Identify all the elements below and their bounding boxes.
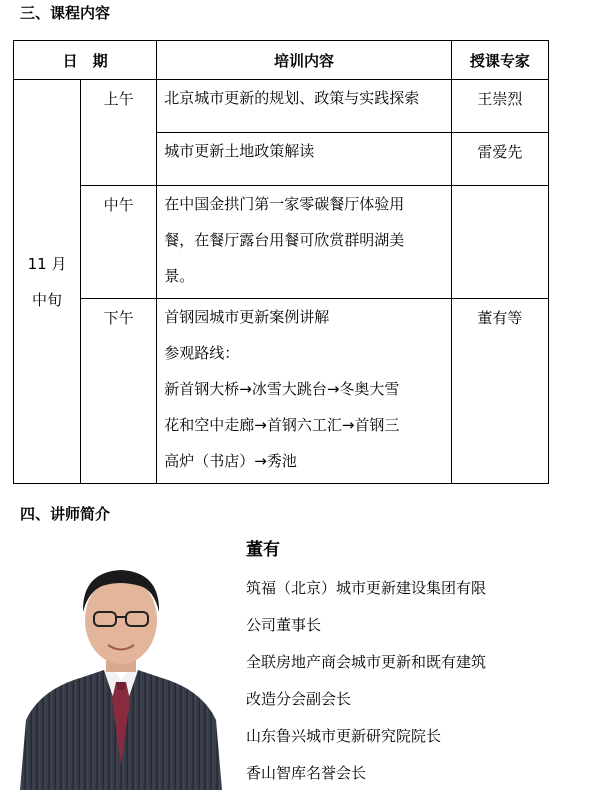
table-row — [14, 186, 549, 299]
content-line: 新首钢大桥→冰雪大跳台→冬奥大雪 — [164, 380, 400, 398]
table-row — [14, 299, 549, 484]
date-cell — [14, 80, 81, 484]
expert-cell: 雷爱先 — [451, 133, 548, 186]
table-row — [14, 80, 549, 133]
lecturer-photo — [20, 550, 222, 790]
section-title-lecturer: 四、讲师简介 — [20, 505, 111, 523]
slot-noon: 中午 — [81, 186, 157, 299]
content-line: 城市更新土地政策解读 — [164, 142, 315, 160]
expert-cell — [451, 186, 548, 299]
bio-line: 全联房地产商会城市更新和既有建筑 — [246, 653, 487, 671]
content-cell — [157, 299, 452, 484]
content-cell — [157, 186, 452, 299]
bio-line: 山东鲁兴城市更新研究院院长 — [246, 727, 442, 745]
content-line: 参观路线： — [164, 344, 240, 362]
content-line: 首钢园城市更新案例讲解 — [164, 308, 330, 326]
content-cell — [157, 133, 452, 186]
content-line: 餐，在餐厅露台用餐可欣赏群明湖美 — [164, 231, 405, 249]
content-line: 北京城市更新的规划、政策与实践探索 — [164, 89, 420, 107]
header-content: 培训内容 — [157, 41, 452, 80]
content-line: 在中国金拱门第一家零碳餐厅体验用 — [164, 195, 405, 213]
content-line: 景。 — [164, 267, 195, 285]
bio-line: 改造分会副会长 — [246, 690, 352, 708]
slot-afternoon: 下午 — [81, 299, 157, 484]
section-title-course: 三、课程内容 — [20, 4, 111, 22]
content-cell — [157, 80, 452, 133]
content-line: 高炉（书店）→秀池 — [164, 452, 297, 470]
header-expert: 授课专家 — [451, 41, 548, 80]
expert-cell: 董有等 — [451, 299, 548, 484]
lecturer-bio — [246, 538, 566, 792]
bio-line: 公司董事长 — [246, 616, 322, 634]
bio-line: 香山智库名誉会长 — [246, 764, 367, 782]
expert-cell: 王崇烈 — [451, 80, 548, 133]
date-period: 中旬 — [32, 290, 63, 309]
table-header-row — [14, 41, 549, 80]
lecturer-name: 董有 — [246, 540, 280, 560]
content-line: 花和空中走廊→首钢六工汇→首钢三 — [164, 416, 400, 434]
course-table — [13, 40, 549, 484]
slot-morning: 上午 — [81, 80, 157, 186]
bio-line: 筑福（北京）城市更新建设集团有限 — [246, 579, 487, 597]
header-date: 日 期 — [14, 41, 157, 80]
date-month: 11 月 — [27, 254, 67, 273]
